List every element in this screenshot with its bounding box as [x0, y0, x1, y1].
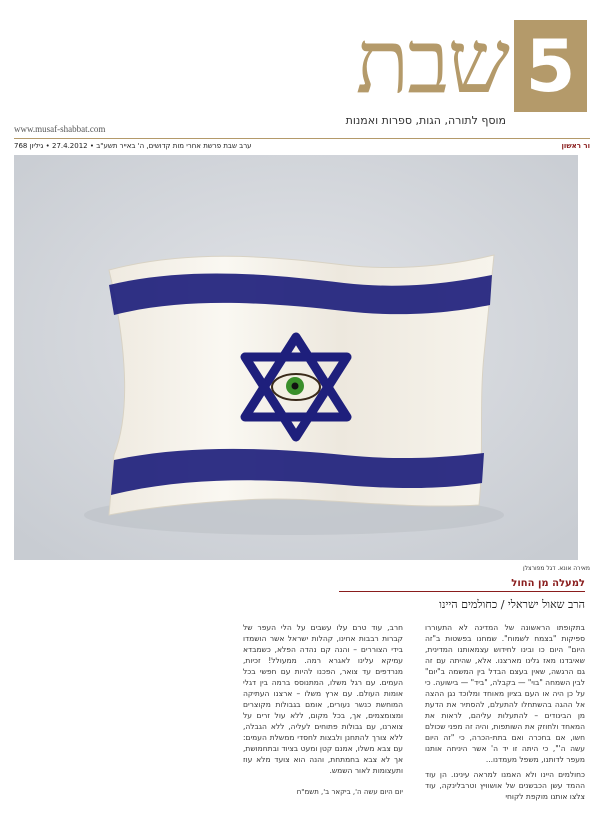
masthead-title: שבת	[355, 10, 508, 113]
publication-name: ור ראשון	[561, 142, 590, 150]
eye-icon	[272, 374, 320, 400]
masthead-subtitle: מוסף לתורה, הגות, ספרות ואמנות	[345, 114, 506, 127]
article-byline: יום היום עשה ה', ביקאר ב', תשמ"ח	[296, 788, 403, 796]
photo-credit: מאירה אונא. דגל מפורצלן	[522, 565, 590, 572]
publication-info: ערב שבת פרשת אחרי מות קדושים, ה' באייר תשע"ב • 27.4.2012 • גיליון 768	[14, 142, 252, 150]
paragraph: כחולמים היינו ולא האמנו למראה עינינו. הן עוד ההמד עשן הכבשנים של אושוויץ וטרבלינקה, עוד צלצו אותנו מוקפת לקוחי	[425, 770, 585, 801]
masthead	[0, 0, 604, 150]
publication-name-wrap	[562, 142, 590, 150]
article-column-right	[425, 622, 585, 806]
article-column-left	[243, 622, 403, 780]
publication-strip	[14, 138, 590, 153]
flag-photo	[14, 155, 578, 560]
section-label: למעלה מן החול	[339, 578, 585, 592]
article-headline: הרב שאול ישראלי / כחולמים היינו	[439, 598, 585, 611]
issue-number-box: 5	[514, 20, 587, 112]
paragraph: חרב, עוד טרם עלו עשבים על הלי העפר של קברות רבבות אחינו, קהלות ישראל אשר הושמדו בידי הצוררים – והנה קם נהדה הפלא, כשמבדא עמיקא עלינו לאגרא רמה. ממעולל! זכיות, מנרדפים עד צואר, הפכנו להיות עם חפשי בכל העמים. עם רגל משלו, המתנוסס ברמה בין דגלי אומות העולם. עם ארץ משלו – ארצנו העתיקה המוחשת כנשר נעורים, אומם בגבולות מקוצרים ומצומצמים, אך, בכל מקום, ללא עול זרים על צוארנו, עם גבולות פתוחים לעליה, ללא הגבלה, ללא צורך להתחנן ולבצות לחסדי ממשלת העמים: עם צבא משלו, אמנם קטן ומעט בציוד ובתחמושת, אך לא צבא בחמתחת, והנה הוא צועד מלא עוז ותעצומות לאור השמש.	[243, 623, 403, 775]
website-link[interactable]: www.musaf-shabbat.com	[14, 124, 106, 134]
porcelain-flag-illustration	[14, 155, 578, 560]
paragraph: בתקופתו הראשונה של המדינה לא התעוררו ספיקות "בצמח לשמוח". שמחנו בפשטות ב"זה היום" היום כו ובינו לחידוש עצמאותנו המדינית, שאיבדנו מאז גלינו מארצנו. אלא, שהיתה עם זה גם הרגשה, שאין בעצם הבדל בין המשמה ב"יום" לבין השמחה "בוי" — בקבלה, "ביד" — בישועה. כי על כן היה או העם בציון מאוחד ומלוכד נגן ההצה אל ההגה בהשתחלו להתעלם, להסתיר את הדעת מן הבינודים – להתעלות עליהם, לראות את המאחד ולחוזק את השותפות, והיה זה מפני שכולם חשו, אם בחכרה ואם בתת-הכרה, כי "זה היום עשה ה'", כי היתה זו יד ה' אשר היניחה אותנו מעפר לדותנו, משפל מעמדנו...	[425, 623, 585, 764]
